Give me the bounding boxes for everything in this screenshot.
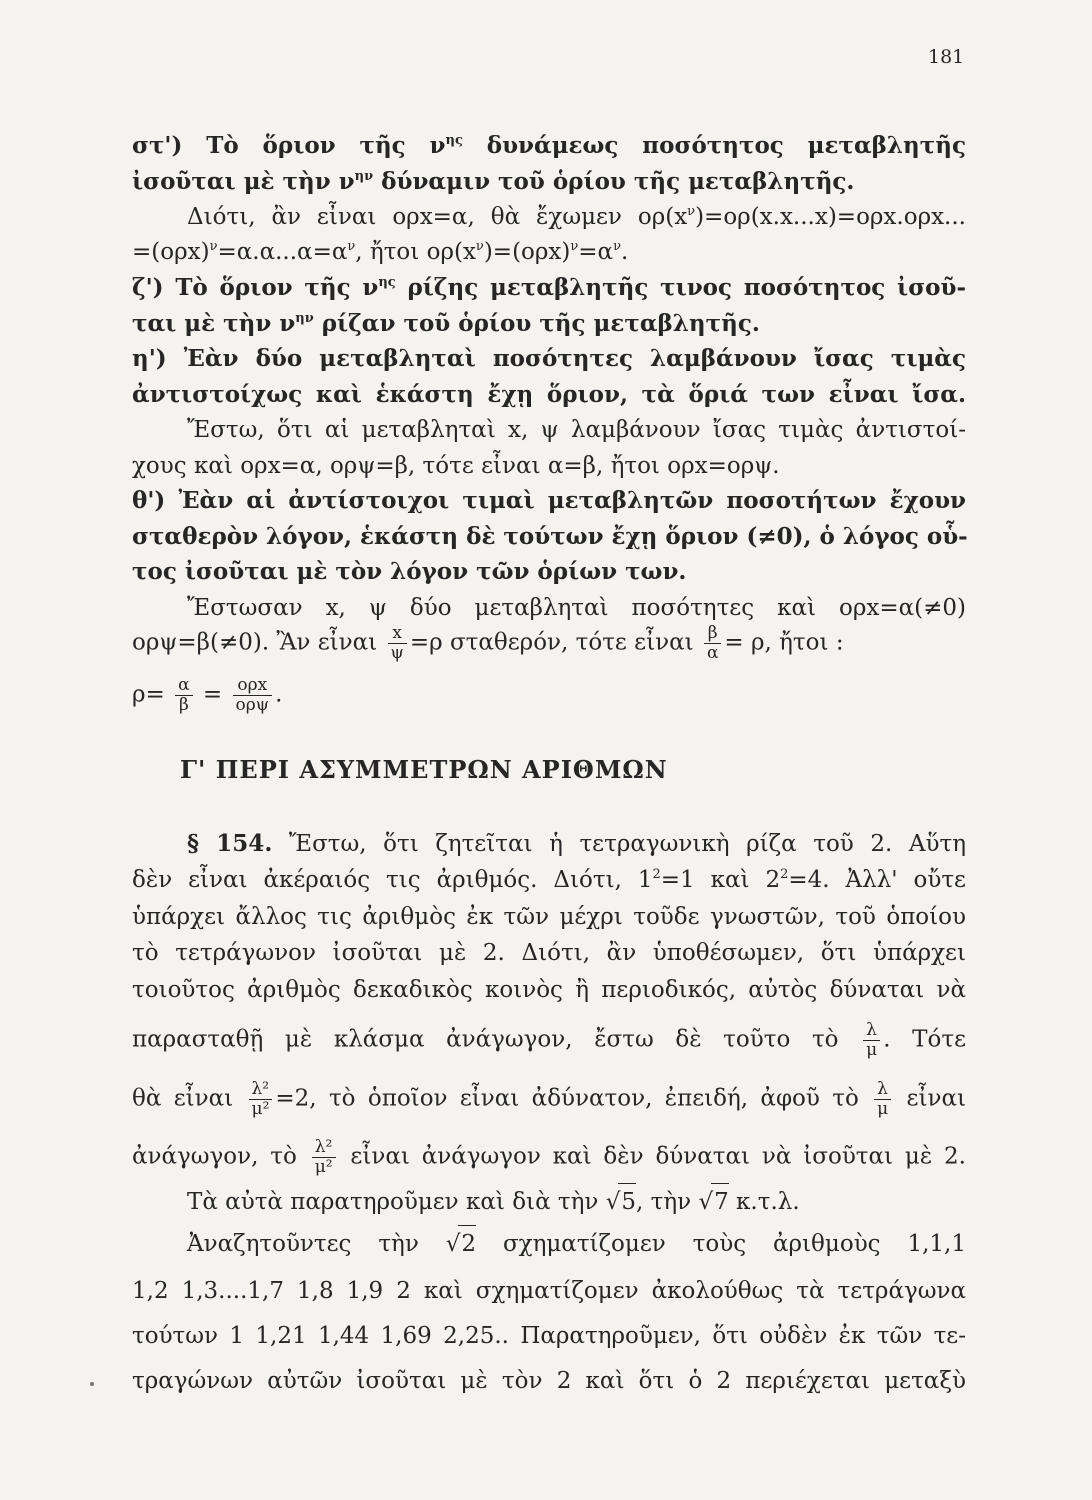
formula-line: θὰ εἶναι $\frac{\text{λ²}}{\text{μ²}}$ =2, τὸ ὁποῖον εἶναι ἀδύνατον, ἐπειδή, ἀφοῦ τὸ $\frac{\lambda}{\mu}$ εἶναι [132,1079,967,1119]
formula-line: παρασταθῇ μὲ κλάσμα ἀνάγωγον, ἔστω δὲ τοῦτο τὸ $\frac{\lambda}{\mu}$ . Τότε [132,1020,966,1060]
text-line: Ἔστωσαν x, ψ δύο μεταβληταὶ ποσότητες καὶ ορx=α(≠0) [187,595,966,621]
formula-line: ορψ=β(≠0). Ἂν εἶναι $\frac{x}{\psi}$ =ρ σταθερόν, τότε εἶναι $\frac{\beta}{\alpha}$ = ρ, ἤτοι : [132,623,844,663]
text-line: τος ἰσοῦται μὲ τὸν λόγον τῶν ὁρίων των. [132,558,687,585]
text-line: Διότι, ἂν εἶναι ορx=α, θὰ ἔχωμεν $o\rho(x^\nu)=o\rho(x.x...x)=o\rho x.o\rho x$... [187,204,966,230]
fraction: $\frac{\beta}{\alpha}$ [704,624,721,663]
text-line: ται μὲ τὴν $\nu^{\eta\nu}$ ρίζαν τοῦ ὁρίου τῆς μεταβλητῆς. [132,310,760,337]
text-line: § 154. Ἔστω, ὅτι ζητεῖται ἡ τετραγωνικὴ ρίζα τοῦ 2. Αὕτη [187,830,966,857]
text-line: χους καὶ ορx=α, ορψ=β, τότε εἶναι α=β, ἤτοι ορx=ορψ. [132,453,780,479]
formula-line: ρ= $\frac{\alpha}{\beta}$ = $\frac{\text{ορx}}{\text{ορψ}}$ . [132,675,283,715]
radical-5: √5 [606,1183,636,1220]
text-line: Τὰ αὐτὰ παρατηροῦμεν καὶ διὰ τὴν √5, τὴν √7 κ.τ.λ. [132,1183,966,1220]
section-heading: Γ' ΠΕΡΙ ΑΣΥΜΜΕΤΡΩΝ ΑΡΙΘΜΩΝ [180,755,668,784]
fraction: $\frac{\lambda}{\mu}$ [874,1080,891,1119]
text-line: ἀντιστοίχως καὶ ἑκάστη ἔχῃ ὅριον, τὰ ὅριά των εἶναι ἴσα. [132,381,966,408]
text-line: η') Ἐὰν δύο μεταβληταὶ ποσότητες λαμβάνουν ἴσας τιμὰς [132,345,966,372]
margin-dot [90,1382,94,1386]
text-line: τραγώνων αὐτῶν ἰσοῦται μὲ τὸν 2 καὶ ὅτι ὁ 2 περιέχεται μεταξὺ [132,1368,966,1394]
text-line: στ') Τὸ ὅριον τῆς $\nu^{\eta\varsigma}$ δυνάμεως ποσότητος μεταβλητῆς [132,132,966,159]
text-line: τοιοῦτος ἀριθμὸς δεκαδικὸς κοινὸς ἢ περιοδικός, αὐτὸς δύναται νὰ [132,977,966,1003]
page-number: 181 [928,46,965,68]
fraction: $\frac{\lambda}{\mu}$ [863,1021,880,1060]
text-line: δὲν εἶναι ἀκέραιός τις ἀριθμός. Διότι, $1^2=1$ καὶ $2^2=4$. Ἀλλ' οὔτε [132,867,966,893]
text-line: ἰσοῦται μὲ τὴν $\nu^{\eta\nu}$ δύναμιν τοῦ ὁρίου τῆς μεταβλητῆς. [132,168,855,195]
fraction: $\frac{\text{λ²}}{\text{μ²}}$ [249,1080,273,1119]
text-line: θ') Ἐὰν αἱ ἀντίστοιχοι τιμαὶ μεταβλητῶν ποσοτήτων ἔχουν [132,487,966,514]
fraction: $\frac{\text{ορx}}{\text{ορψ}}$ [233,676,273,715]
radical-2: √2 [446,1225,476,1262]
text-line: 1,2 1,3....1,7 1,8 1,9 2 καὶ σχηματίζομεν ἀκολούθως τὰ τετράγωνα [132,1278,966,1304]
text-line: σταθερὸν λόγον, ἑκάστη δὲ τούτων ἔχῃ ὅριον (≠0), ὁ λόγος οὗ- [132,523,968,550]
text-line: ζ') Τὸ ὅριον τῆς $\nu^{\eta\varsigma}$ ρίζης μεταβλητῆς τινος ποσότητος ἰσοῦ- [132,274,966,301]
formula-line: ἀνάγωγον, τὸ $\frac{\text{λ²}}{\text{μ²}}$ εἶναι ἀνάγωγον καὶ δὲν δύναται νὰ ἰσοῦται μὲ 2. [132,1137,966,1177]
radical-7: √7 [698,1183,728,1220]
fraction: $\frac{\text{λ²}}{\text{μ²}}$ [312,1138,336,1177]
fraction: $\frac{\alpha}{\beta}$ [175,676,192,715]
text-line: $=(o\rho x)^\nu=\alpha.\alpha...\alpha=\alpha^\nu$, ἤτοι $o\rho(x^\nu)=(o\rho x)^\nu=\alpha^\nu$. [132,239,629,265]
fraction: $\frac{x}{\psi}$ [388,624,407,663]
text-line: ὑπάρχει ἄλλος τις ἀριθμὸς ἐκ τῶν μέχρι τοῦδε γνωστῶν, τοῦ ὁποίου [132,904,966,930]
text-line: τούτων 1 1,21 1,44 1,69 2,25.. Παρατηροῦμεν, ὅτι οὐδὲν ἐκ τῶν τε- [132,1323,966,1349]
text-line: Ἔστω, ὅτι αἱ μεταβληταὶ x, ψ λαμβάνουν ἴσας τιμὰς ἀντιστοί- [187,417,966,443]
text-line: τὸ τετράγωνον ἰσοῦται μὲ 2. Διότι, ἂν ὑποθέσωμεν, ὅτι ὑπάρχει [132,940,966,966]
text-line: Ἀναζητοῦντες τὴν √2 σχηματίζομεν τοὺς ἀριθμοὺς 1,1,1 [132,1225,966,1262]
